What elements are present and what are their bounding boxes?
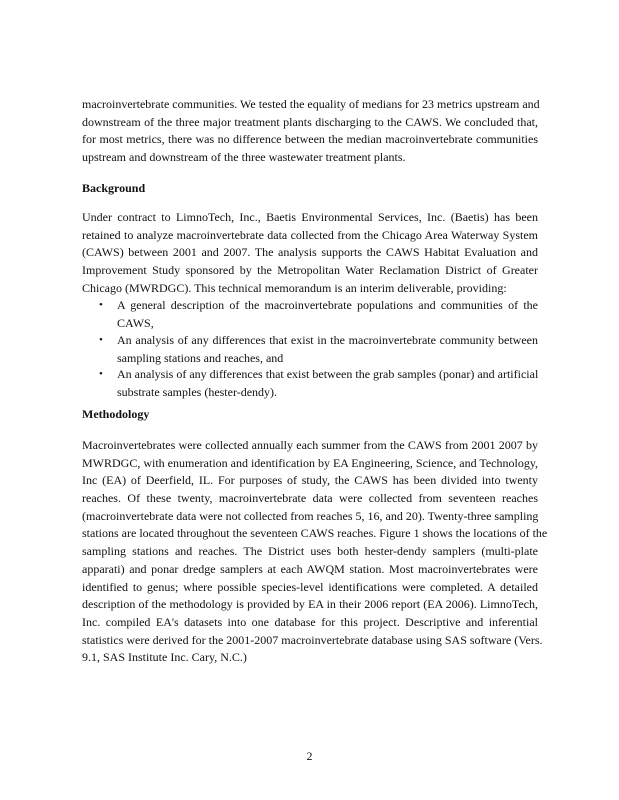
bullet-item bbox=[82, 366, 538, 401]
text-line: downstream of the three major treatment plants discharging to the CAWS. We concluded that, bbox=[82, 114, 538, 129]
bullet-text bbox=[117, 332, 538, 367]
text-line: sampling stations and reaches, and bbox=[117, 350, 284, 365]
background-paragraph bbox=[82, 209, 538, 297]
text-line: sampling stations and reaches. The District uses both hester-dendy samplers (multi-plate bbox=[82, 544, 538, 559]
bullet-item bbox=[82, 297, 538, 332]
text-line: (CAWS) between 2001 and 2007. The analysis supports the CAWS Habitat Evaluation and bbox=[82, 245, 538, 260]
text-line: statistics were derived for the 2001-2007 macroinvertebrate database using SAS software (Vers. bbox=[82, 632, 543, 647]
text-line: An analysis of any differences that exist between the grab samples (ponar) and artificial bbox=[117, 367, 539, 381]
text-line: upstream and downstream of the three wastewater treatment plants. bbox=[82, 150, 406, 165]
page-number: 2 bbox=[306, 749, 313, 763]
text-line: substrate samples (hester-dendy). bbox=[117, 384, 278, 399]
text-line: Improvement Study sponsored by the Metropolitan Water Reclamation District of Greater bbox=[82, 263, 538, 278]
intro-paragraph bbox=[82, 96, 538, 167]
text-line: for most metrics, there was no difference between the median macroinvertebrate communities bbox=[82, 132, 538, 147]
text-line: CAWS, bbox=[117, 315, 154, 330]
text-line: Chicago (MWRDGC). This technical memorandum is an interim deliverable, providing: bbox=[82, 280, 507, 295]
text-line: MWRDGC, with enumeration and identification by EA Engineering, Science, and Technology, bbox=[82, 455, 539, 470]
bullet-text bbox=[117, 366, 538, 401]
bullet-icon: • bbox=[99, 299, 103, 311]
methodology-heading: Methodology bbox=[82, 407, 150, 421]
bullet-icon: • bbox=[99, 368, 103, 380]
text-line: (macroinvertebrate data were not collected from reaches 5, 16, and 20). Twenty-three sampling bbox=[82, 508, 539, 523]
text-line: apparati) and ponar dredge samplers at each AWQM station. Most macroinvertebrates were bbox=[82, 561, 538, 576]
bullet-item bbox=[82, 332, 538, 367]
text-line: A general description of the macroinvertebrate populations and communities of the bbox=[117, 298, 538, 312]
background-heading: Background bbox=[82, 181, 146, 195]
text-line: Inc. compiled EA's datasets into one database for this project. Descriptive and inferential bbox=[82, 614, 538, 629]
text-line: Inc (EA) of Deerfield, IL. For purposes of study, the CAWS has been divided into twenty bbox=[82, 473, 538, 488]
text-line: identified to genus; where possible species-level identifications were completed. A detailed bbox=[82, 579, 538, 594]
text-line: stations are located throughout the seventeen CAWS reaches. Figure 1 shows the locations of the bbox=[82, 526, 548, 541]
methodology-paragraph bbox=[82, 437, 548, 667]
text-line: Macroinvertebrates were collected annually each summer from the CAWS from 2001 2007 by bbox=[82, 438, 538, 452]
text-line: Under contract to LimnoTech, Inc., Baetis Environmental Services, Inc. (Baetis) has been bbox=[82, 210, 538, 224]
bullet-text bbox=[117, 297, 538, 332]
text-line: An analysis of any differences that exist in the macroinvertebrate community between bbox=[117, 333, 538, 347]
text-line: reaches. Of these twenty, macroinvertebrate data were collected from seventeen reaches bbox=[82, 491, 538, 506]
bullet-icon: • bbox=[99, 334, 103, 346]
text-line: 9.1, SAS Institute Inc. Cary, N.C.) bbox=[82, 650, 247, 665]
text-line: description of the methodology is provided by EA in their 2006 report (EA 2006). LimnoTech, bbox=[82, 597, 538, 612]
text-line: macroinvertebrate communities. We tested the equality of medians for 23 metrics upstream and bbox=[82, 97, 540, 111]
text-line: retained to analyze macroinvertebrate data collected from the Chicago Area Waterway System bbox=[82, 227, 538, 242]
